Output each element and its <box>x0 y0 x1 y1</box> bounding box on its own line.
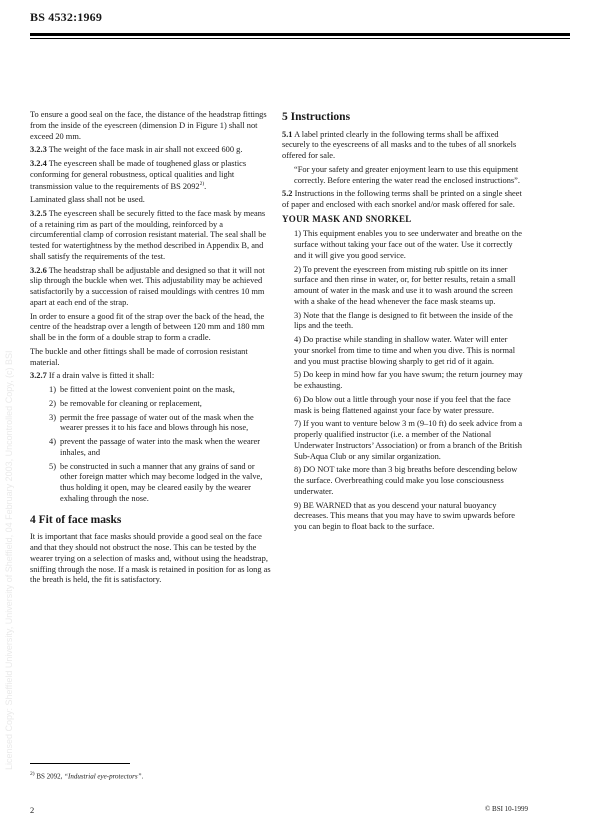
clause-number: 3.2.6 <box>30 265 47 275</box>
drain-valve-list <box>30 385 272 505</box>
clause-3-2-6 <box>30 266 272 309</box>
paragraph-fit: In order to ensure a good fit of the strap over the back of the head, the centre of the headstrap over a length of between 120 mm and 180 mm shall be in the form of a double strap to form a cradle. <box>30 311 265 343</box>
header-rule-thin <box>30 38 570 39</box>
clause-text: If a drain valve is fitted it shall: <box>46 371 155 381</box>
list-item: 5) Do keep in mind how far you have swum; the return journey may be exhausting. <box>294 370 523 391</box>
footnote-mark: 2) <box>30 771 35 777</box>
list-item: 4) Do practise while standing in shallow water. Water will enter your snorkel from time to time and when you dive. This is normal and you must practise blowing sharply to get rid of it again. <box>294 335 516 366</box>
clause-3-2-3 <box>30 145 272 156</box>
label-quote: “For your safety and greater enjoyment learn to use this equipment correctly. Before entering the water read the enclosed instructions”. <box>294 164 520 185</box>
footnote-ref[interactable]: 2) <box>199 180 205 187</box>
list-item: 2) be removable for cleaning or replacement, <box>49 398 202 408</box>
list-item: 1) be fitted at the lowest convenient point on the mask, <box>49 385 235 395</box>
footnote: $^{2)}$ BS 2092, “Industrial eye-protectors”. <box>30 771 144 781</box>
subheading-mask-snorkel: YOUR MASK AND SNORKEL <box>282 213 412 224</box>
list-item: 7) If you want to venture below 3 m (9–10 ft) do seek advice from a properly qualified instructor (i.e. a member of the National Underwater Instructors’ Association) or from a branch of the British Sub-Aqua Club or any similar organization. <box>294 419 523 461</box>
list-item: 1) This equipment enables you to see underwater and breathe on the surface without taking your face out of the water. Use it correctly and it will give you good service. <box>294 229 522 260</box>
clause-text: A label printed clearly in the following terms shall be affixed securely to the eyescreens of all masks and to the tubes of all snorkels offered for sale. <box>282 129 517 161</box>
side-watermark: Licensed Copy: Sheffield University, University of Sheffield, 04 February 2003, Uncontrolled Copy, (c) BSI <box>4 350 14 770</box>
list-item: 3) Note that the flange is designed to fit between the inside of the lips and the teeth. <box>294 310 513 331</box>
clause-number: 3.2.3 <box>30 145 47 155</box>
list-item: 3) permit the free passage of water out of the mask when the wearer presses it to his face and blows through his nose, <box>49 412 254 433</box>
footnote-rule <box>30 763 130 764</box>
clause-3-2-7 <box>30 371 272 382</box>
header-rule-thick <box>30 33 570 36</box>
section-heading-instructions: 5 Instructions <box>282 111 351 123</box>
clause-number: 3.2.7 <box>30 371 47 381</box>
clause-5-1 <box>282 130 524 162</box>
clause-text: The headstrap shall be adjustable and designed so that it will not slip through the buckle when wet. This adjustability may be achieved satisfactorily by a succession of raised mouldings with centres 10 mm apart at each end of the strap. <box>30 265 265 307</box>
clause-5-2 <box>282 189 524 211</box>
page-number: 2 <box>30 805 35 815</box>
paragraph-seal: To ensure a good seal on the face, the distance of the headstrap fittings from the inside of the eyescreen (dimension D in Figure 1) shall not exceed 20 mm. <box>30 110 267 141</box>
clause-3-2-4 <box>30 159 272 192</box>
clause-text: The weight of the face mask in air shall not exceed 600 g. <box>46 145 243 155</box>
paragraph-buckle: The buckle and other fittings shall be made of corrosion resistant material. <box>30 346 248 367</box>
paragraph-laminated: Laminated glass shall not be used. <box>30 195 145 205</box>
list-item: 8) DO NOT take more than 3 big breaths before descending below the surface. Overbreathing could make you lose consciousness underwater. <box>294 465 518 496</box>
left-column <box>30 110 272 589</box>
section-4-text: It is important that face masks should provide a good seal on the face and that they should not obstruct the nose. This can be tested by the wearer trying on a selection of masks and, without using the headstrap, sniffing through the nose. If a mask is retained in position for as long as the breath is held, the fit is satisfactory. <box>30 532 271 585</box>
standard-number: BS 4532:1969 <box>30 10 103 24</box>
clause-number: 3.2.4 <box>30 159 47 168</box>
list-item: 2) To prevent the eyescreen from misting rub spittle on its inner surface and then rinse in water, or, for better results, retain a small amount of water in the mask and use it to wash around the screen with a shake of the head whenever the face mask steams up. <box>294 264 516 306</box>
clause-number: 5.2 <box>282 189 293 199</box>
footnote-title: “Industrial eye-protectors” <box>64 772 142 781</box>
copyright-notice: © BSI 10-1999 <box>484 805 528 813</box>
clause-number: 5.1 <box>282 129 293 139</box>
clause-text: The eyescreen shall be made of toughened glass or plastics conforming for general robustness, optical qualities and light transmission value to the requirements of BS 2092 <box>30 159 247 191</box>
clause-3-2-5 <box>30 209 272 263</box>
right-column <box>282 110 524 536</box>
clause-text: Instructions in the following terms shall be printed on a single sheet of paper and enclosed with each snorkel and/or mask offered for sale. <box>282 189 522 210</box>
list-item: 6) Do blow out a little through your nose if you feel that the face mask is being flattened against your face by water pressure. <box>294 394 511 415</box>
list-item: 9) BE WARNED that as you descend your natural buoyancy decreases. This means that you may have to swim upwards before you can begin to float back to the surface. <box>294 500 516 532</box>
clause-number: 3.2.5 <box>30 208 47 218</box>
list-item: 4) prevent the passage of water into the mask when the wearer inhales, and <box>49 437 260 457</box>
section-heading-fit: 4 Fit of face masks <box>30 513 122 526</box>
clause-text: The eyescreen shall be securely fitted to the face mask by means of a retaining rim as part of the moulding, reinforced by a circumferential clamp of corrosion resistant material. The seal shall be tested for watertightness by the method described in Appendix B, and shall satisfy the requirements of the test. <box>30 208 267 261</box>
list-item: 5) be constructed in such a manner that any grains of sand or other foreign matter which may become lodged in the valve, thus holding it open, may be cleared easily by the wearer exhaling through the nose. <box>49 461 263 503</box>
clause-end: . <box>204 181 207 191</box>
